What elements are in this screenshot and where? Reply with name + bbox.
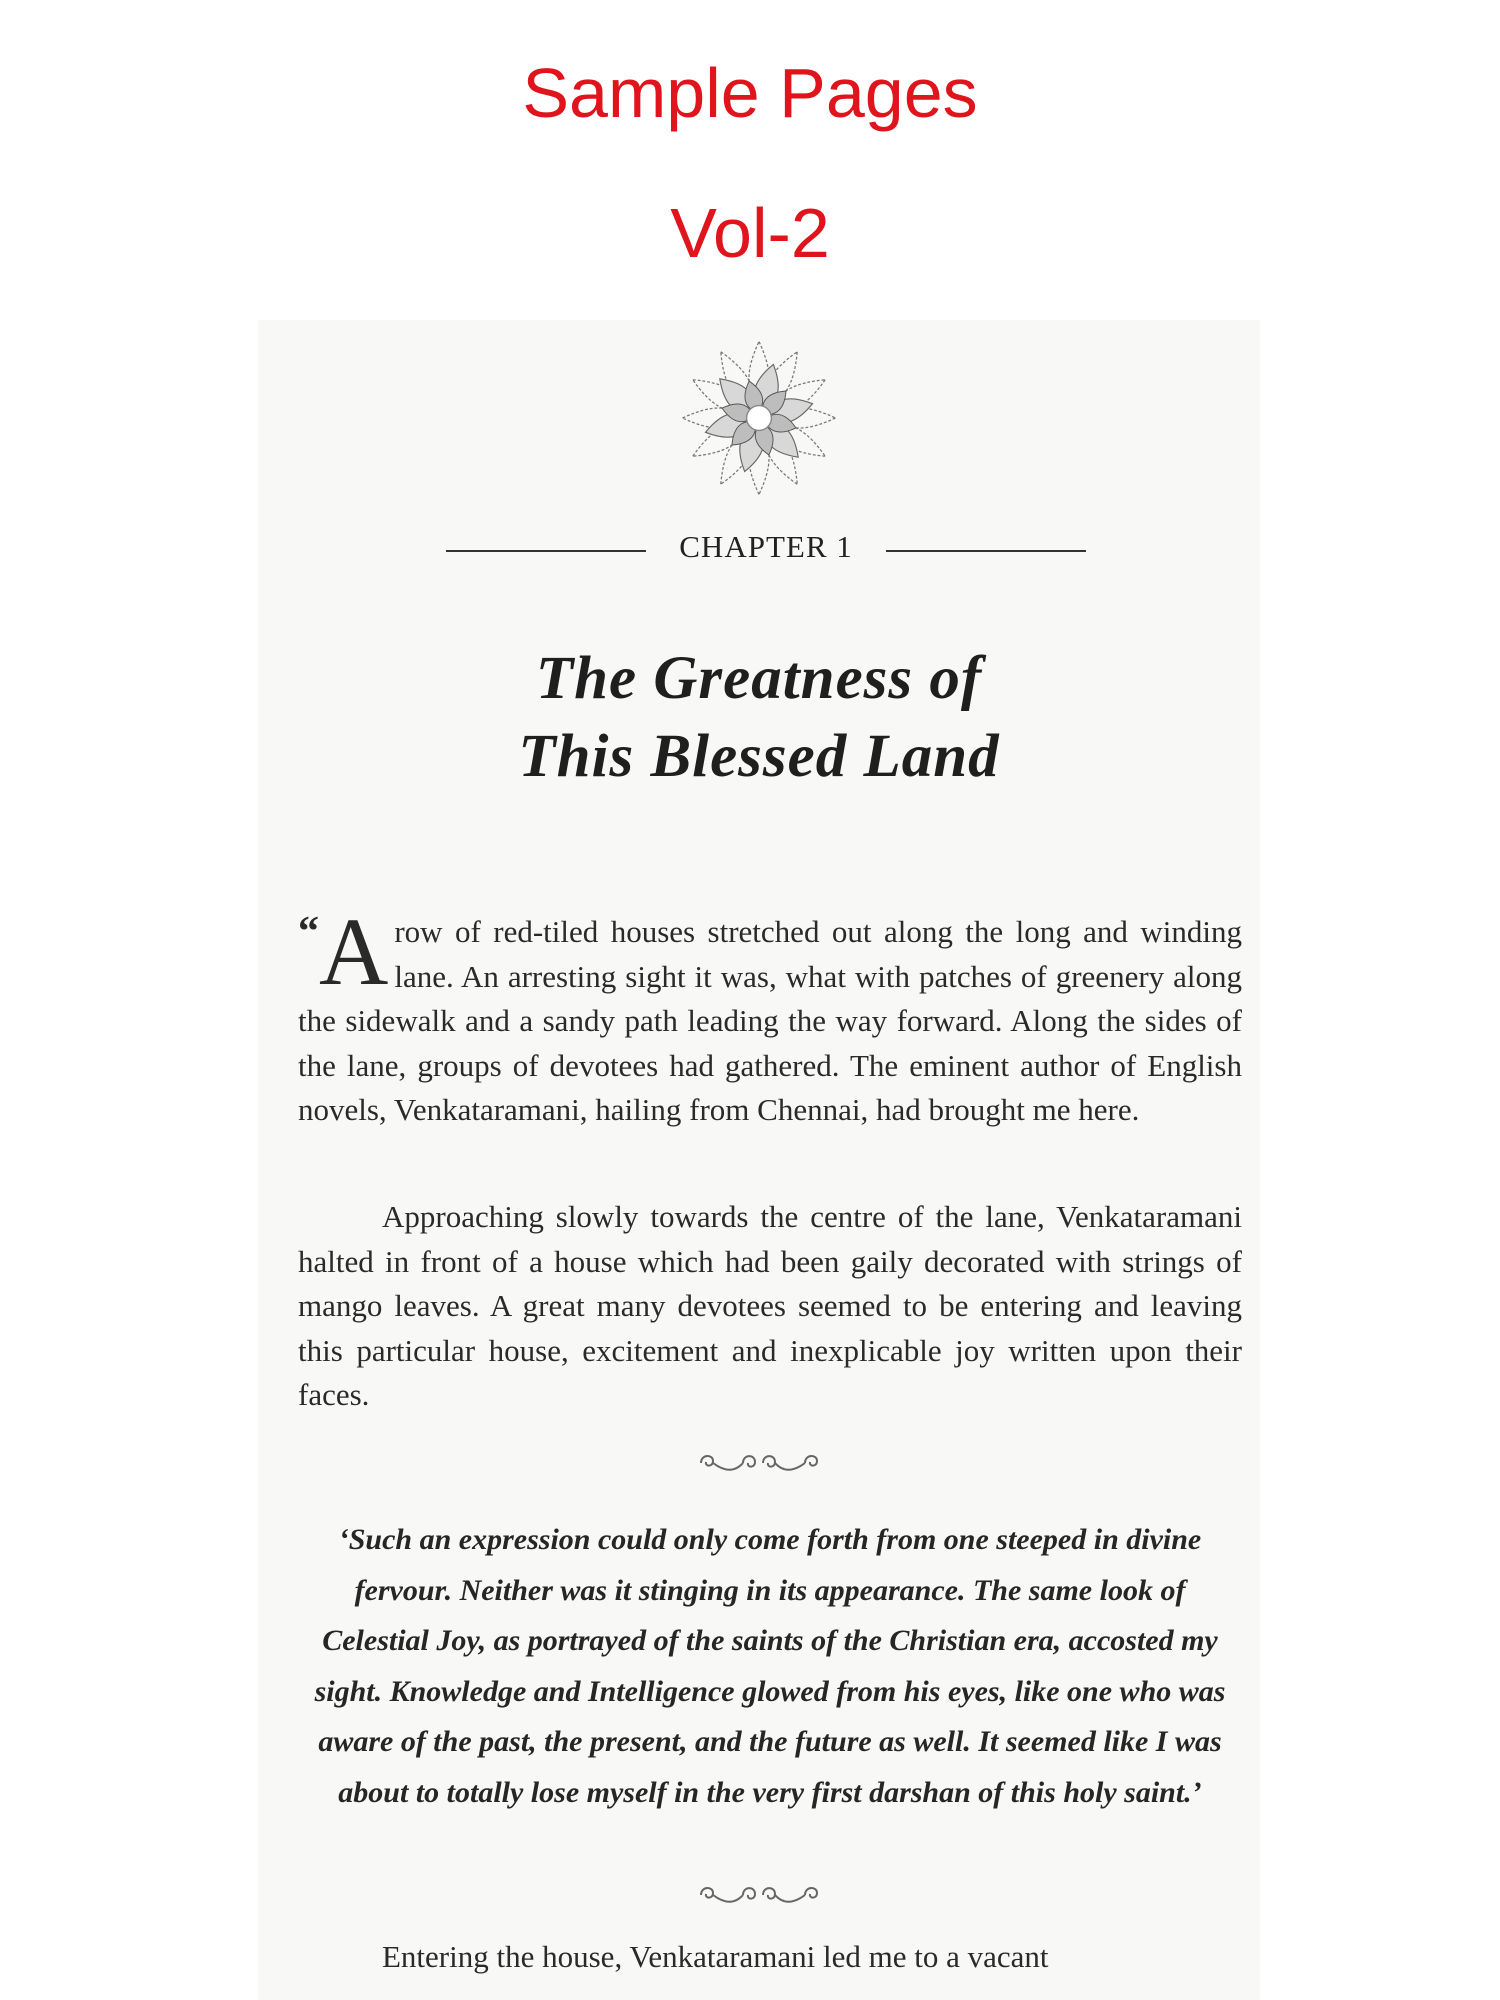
scroll-ornament-icon bbox=[691, 1880, 827, 1910]
chapter-label: CHAPTER 1 bbox=[679, 529, 853, 564]
book-page bbox=[258, 320, 1260, 2000]
volume-label: Vol-2 bbox=[670, 194, 830, 272]
chapter-title bbox=[258, 640, 1260, 796]
paragraph-1 bbox=[298, 898, 1242, 1133]
chapter-rule-left bbox=[446, 550, 646, 552]
drop-cap-block bbox=[298, 898, 389, 1005]
paragraph-2: Approaching slowly towards the centre of the lane, Venkataramani halted in front of a house which had been gaily decorated with strings of mango leaves. A great many devotees seemed to be entering and leaving this particular house, excitement and inexplicable joy written upon their faces. bbox=[298, 1199, 1242, 1412]
paragraph-1-text: row of red-tiled houses stretched out along the long and winding lane. An arresting sight it was, what with patches of greenery along the sidewalk and a sandy path leading the way forward. Along the sides of the lane, groups of devotees had gathered. The eminent author of English novels, Venkataramani, hailing from Chennai, had brought me here. bbox=[298, 914, 1242, 1127]
pull-quote: ‘Such an expression could only come forth from one steeped in divine fervour. Neither was it stinging in its appearance. The same look of Celestial Joy, as portrayed of the saints of the Christian era, accosted my sight. Knowledge and Intelligence glowed from his eyes, like one who was aware of the past, the present, and the future as well. It seemed like I was about to totally lose myself in the very first darshan of this holy saint.’ bbox=[314, 1523, 1226, 1809]
opening-quote-mark: “ bbox=[298, 909, 319, 955]
chapter-heading bbox=[258, 525, 1260, 575]
chapter-title-line-2: This Blessed Land bbox=[518, 723, 1000, 790]
lotus-flower-icon bbox=[673, 328, 845, 508]
drop-cap-letter: A bbox=[319, 898, 389, 1005]
chapter-rule-right bbox=[886, 550, 1086, 552]
paragraph-3: Entering the house, Venkataramani led me to a vacant bbox=[382, 1939, 1049, 1974]
scroll-ornament-icon bbox=[691, 1448, 827, 1478]
chapter-title-line-1: The Greatness of bbox=[535, 645, 983, 712]
sample-pages-heading: Sample Pages bbox=[522, 54, 978, 132]
